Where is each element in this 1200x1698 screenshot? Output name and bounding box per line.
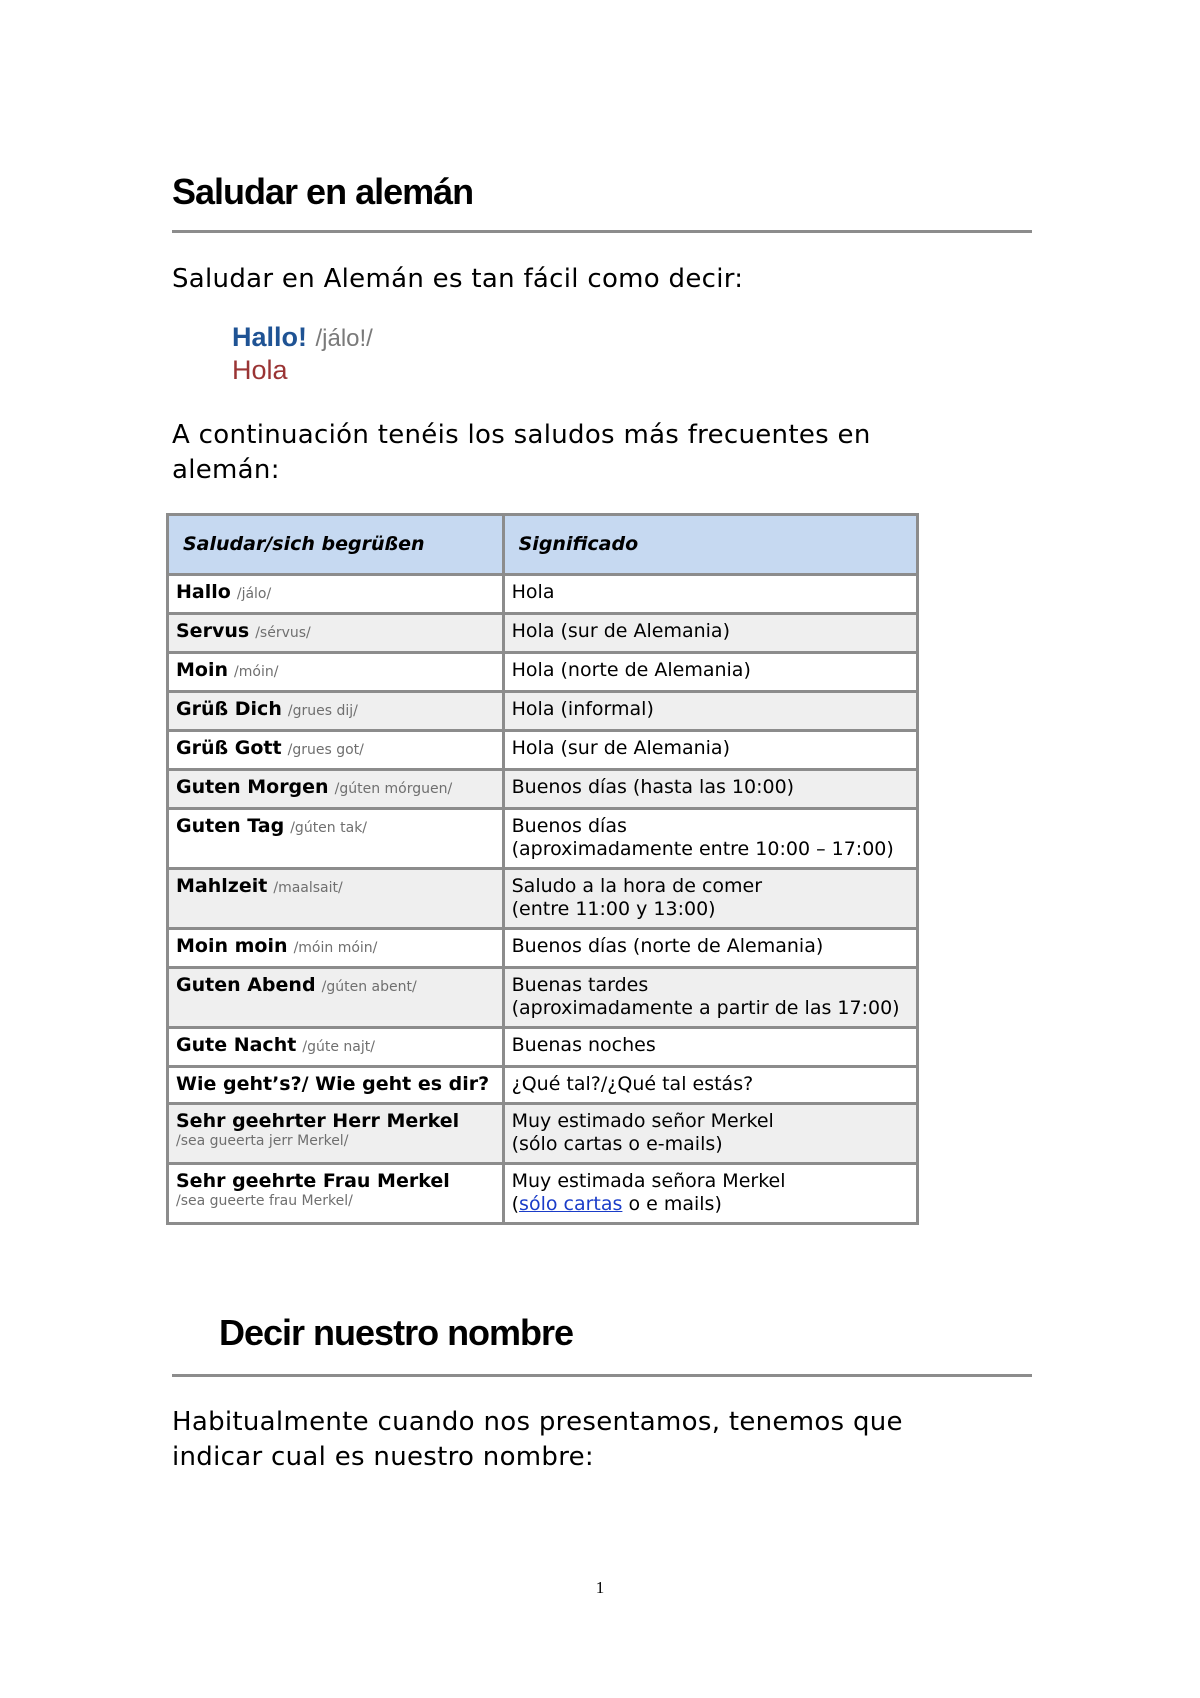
term: Guten Abend <box>176 974 316 996</box>
example-spanish: Hola <box>232 355 288 385</box>
meaning-cell <box>503 869 917 929</box>
pronunciation: /gúte najt/ <box>302 1039 375 1055</box>
pronunciation: /sérvus/ <box>255 625 311 641</box>
pronunciation: /móin móin/ <box>293 940 378 956</box>
table-row <box>168 968 918 1028</box>
term: Grüß Gott <box>176 737 282 759</box>
term: Guten Morgen <box>176 776 329 798</box>
term: Moin moin <box>176 935 288 957</box>
term: Grüß Dich <box>176 698 282 720</box>
term-cell <box>168 809 504 869</box>
meaning-cell: Buenas noches <box>503 1028 917 1067</box>
example-pronunciation: /jálo!/ <box>315 325 373 352</box>
meaning-line-1: Muy estimado señor Merkel <box>511 1110 774 1132</box>
term-cell <box>168 1164 504 1224</box>
table-header-row <box>168 515 918 575</box>
meaning-cell <box>503 968 917 1028</box>
solo-cartas-link[interactable]: sólo cartas <box>519 1193 623 1215</box>
greetings-table <box>166 513 919 1225</box>
term-cell <box>168 614 504 653</box>
meaning-line-2: (entre 11:00 y 13:00) <box>511 898 716 920</box>
page-number: 1 <box>595 1578 605 1597</box>
nombre-paragraph: Habitualmente cuando nos presentamos, tenemos que indicar cual es nuestro nombre: <box>172 1407 903 1472</box>
column-header-significado: Significado <box>503 515 917 575</box>
meaning-line-2: (aproximadamente a partir de las 17:00) <box>511 997 900 1019</box>
pronunciation: /móin/ <box>234 664 279 680</box>
meaning-rest: o e mails) <box>622 1193 722 1215</box>
term: Mahlzeit <box>176 875 268 897</box>
term-cell <box>168 968 504 1028</box>
term-cell <box>168 731 504 770</box>
pronunciation: /grues got/ <box>287 742 364 758</box>
pronunciation: /gúten abent/ <box>321 979 417 995</box>
meaning-cell: Buenos días (hasta las 10:00) <box>503 770 917 809</box>
table-row <box>168 692 918 731</box>
term: Hallo <box>176 581 231 603</box>
pronunciation: /gúten mórguen/ <box>334 781 453 797</box>
meaning-cell <box>503 1104 917 1164</box>
term-cell <box>168 1067 504 1104</box>
term: Sehr geehrte Frau Merkel <box>176 1170 450 1192</box>
pronunciation: /maalsait/ <box>273 880 343 896</box>
meaning-cell: ¿Qué tal?/¿Qué tal estás? <box>503 1067 917 1104</box>
meaning-cell <box>503 809 917 869</box>
pronunciation: /grues dij/ <box>287 703 358 719</box>
table-row <box>168 869 918 929</box>
intro-paragraph: Saludar en Alemán es tan fácil como decir: <box>172 264 744 294</box>
table-row <box>168 1028 918 1067</box>
meaning-line-1: Buenos días <box>511 815 627 837</box>
meaning-cell: Hola (sur de Alemania) <box>503 731 917 770</box>
term-cell <box>168 653 504 692</box>
term-cell <box>168 692 504 731</box>
meaning-line-2: (aproximadamente entre 10:00 – 17:00) <box>511 838 894 860</box>
term: Sehr geehrter Herr Merkel <box>176 1110 460 1132</box>
term: Wie geht’s?/ Wie geht es dir? <box>176 1073 490 1095</box>
term-cell <box>168 869 504 929</box>
table-row <box>168 1104 918 1164</box>
meaning-cell <box>503 1164 917 1224</box>
pronunciation: /gúten tak/ <box>290 820 368 836</box>
table-row <box>168 575 918 614</box>
heading-decir-nombre: Decir nuestro nombre <box>219 1312 574 1353</box>
term: Guten Tag <box>176 815 285 837</box>
meaning-cell: Hola (informal) <box>503 692 917 731</box>
term-cell <box>168 1028 504 1067</box>
example-greeting <box>232 322 373 386</box>
table-row <box>168 653 918 692</box>
term-cell <box>168 770 504 809</box>
heading2-rule <box>172 1374 1032 1377</box>
table-row <box>168 929 918 968</box>
heading-rule <box>172 230 1032 233</box>
pronunciation: /sea gueerta jerr Merkel/ <box>176 1133 349 1149</box>
term-cell <box>168 929 504 968</box>
meaning-cell: Hola (norte de Alemania) <box>503 653 917 692</box>
meaning-line-1: Buenas tardes <box>511 974 649 996</box>
meaning-open-paren: ( <box>511 1193 520 1215</box>
term-cell <box>168 1104 504 1164</box>
meaning-cell: Hola <box>503 575 917 614</box>
table-intro-paragraph: A continuación tenéis los saludos más frecuentes en alemán: <box>172 420 871 485</box>
meaning-cell: Buenos días (norte de Alemania) <box>503 929 917 968</box>
heading-saludar: Saludar en alemán <box>172 171 474 212</box>
meaning-cell: Hola (sur de Alemania) <box>503 614 917 653</box>
example-german: Hallo! <box>232 322 308 352</box>
table-row <box>168 1067 918 1104</box>
table-row <box>168 731 918 770</box>
term: Servus <box>176 620 250 642</box>
term-cell <box>168 575 504 614</box>
meaning-line-1: Saludo a la hora de comer <box>511 875 763 897</box>
table-row <box>168 809 918 869</box>
pronunciation: /sea gueerte frau Merkel/ <box>176 1193 353 1209</box>
term: Gute Nacht <box>176 1034 297 1056</box>
table-row <box>168 614 918 653</box>
term: Moin <box>176 659 228 681</box>
table-row <box>168 1164 918 1224</box>
table-row <box>168 770 918 809</box>
meaning-line-2: (sólo cartas o e-mails) <box>511 1133 723 1155</box>
column-header-saludar: Saludar/sich begrüßen <box>168 515 504 575</box>
pronunciation: /jálo/ <box>236 586 272 602</box>
meaning-line-1: Muy estimada señora Merkel <box>511 1170 786 1192</box>
